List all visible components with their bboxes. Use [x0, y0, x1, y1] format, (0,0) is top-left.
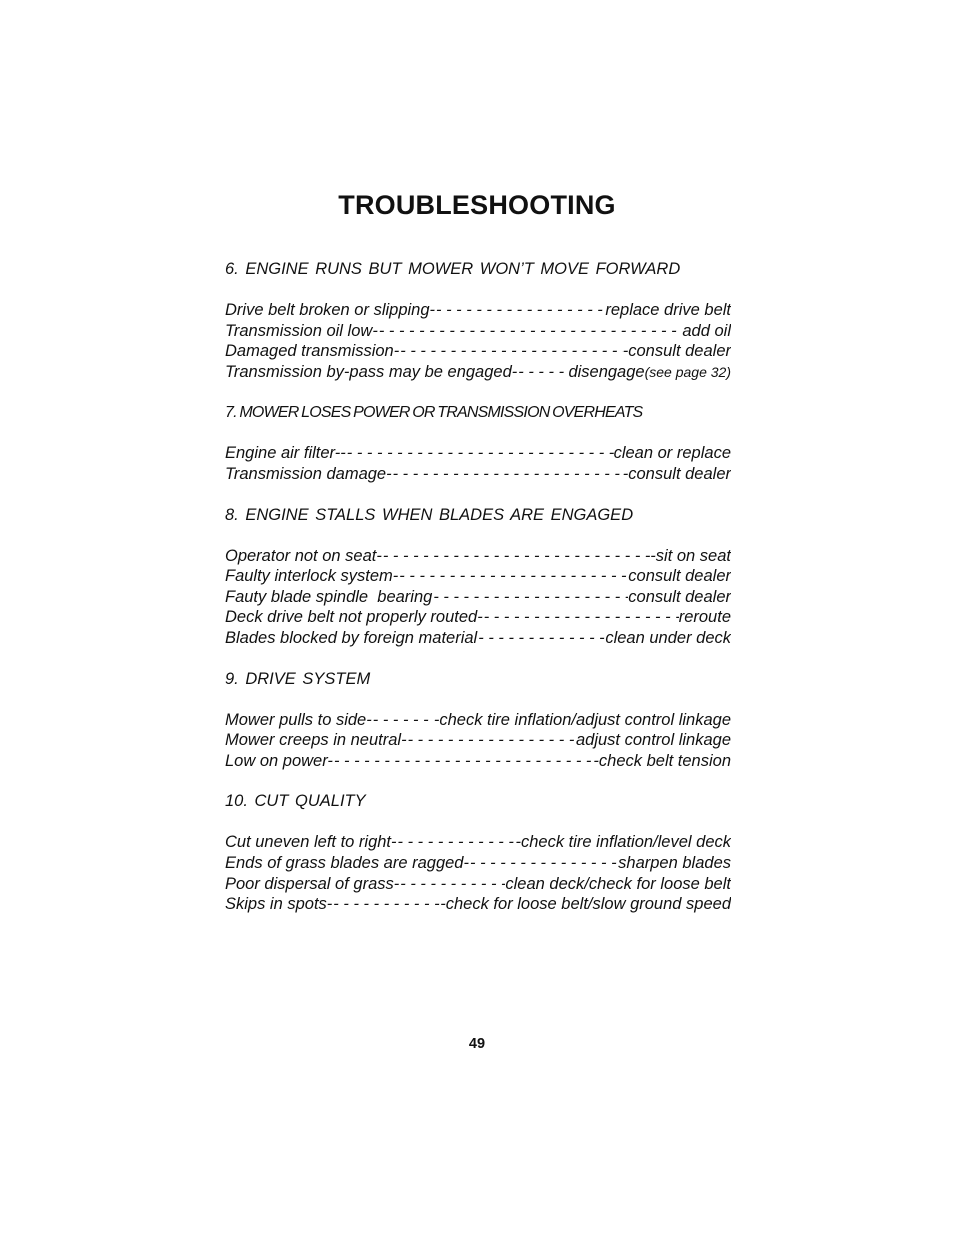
list-item: [225, 464, 731, 485]
remedy-text: clean under deck: [605, 628, 731, 647]
troubleshooting-content: [225, 259, 731, 935]
dot-leader: [517, 362, 568, 383]
remedy-text: -consult dealer: [622, 464, 731, 483]
problem-text: Fauty blade spindle bearing: [225, 587, 433, 606]
problem-text: Mower pulls to side-: [225, 710, 372, 729]
dot-leader: [397, 832, 516, 853]
problem-text: Transmission by-pass may be engaged-: [225, 362, 518, 381]
list-item: [225, 751, 731, 772]
section-heading: 8. ENGINE STALLS WHEN BLADES ARE ENGAGED: [225, 505, 634, 524]
list-item: [225, 566, 731, 587]
remedy-text: adjust control linkage: [575, 731, 731, 750]
list-item: [225, 853, 731, 874]
remedy-text: -check for loose belt/slow ground speed: [440, 895, 731, 914]
dot-leader: [432, 587, 628, 608]
page-number: 49: [468, 1036, 486, 1052]
section-heading: 6. ENGINE RUNS BUT MOWER WON’T MOVE FORWARD: [225, 260, 681, 278]
remedy-text: -check tire inflation/level deck: [515, 833, 731, 852]
problem-text: Blades blocked by foreign material: [225, 628, 478, 647]
section-10: [225, 791, 731, 914]
remedy-text: -check belt tension: [593, 751, 731, 770]
section-8: [225, 505, 731, 649]
remedy-text: -sit on seat: [650, 546, 731, 565]
remedy-text: consult dealer: [628, 587, 731, 606]
problem-text: Operator not on seat-: [225, 546, 382, 565]
dot-leader: [469, 853, 618, 874]
problem-text: Mower creeps in neutral-: [225, 731, 407, 750]
remedy-text: clean or replace: [613, 444, 731, 463]
remedy-text: consult dealer: [628, 567, 731, 586]
problem-text: Drive belt broken or slipping-: [225, 301, 436, 319]
dot-leader: [346, 443, 614, 464]
dot-leader: [477, 628, 605, 649]
list-item: [225, 730, 731, 751]
list-item: [225, 587, 731, 608]
section-7: [225, 402, 731, 484]
section-heading: 10. CUT QUALITY: [225, 792, 366, 811]
remedy-text: -check tire inflation/adjust control linkage: [433, 710, 731, 729]
section-9: [225, 669, 731, 772]
page-reference-note: (see page 32): [644, 363, 731, 380]
dot-leader: [399, 341, 623, 362]
dot-leader: [372, 710, 434, 731]
list-item: [225, 832, 731, 853]
dot-leader: [378, 321, 683, 342]
remedy-text: disengage: [568, 362, 645, 381]
dot-leader: [483, 607, 679, 628]
problem-text: Deck drive belt not properly routed-: [225, 608, 483, 627]
problem-text: Cut uneven left to right-: [225, 833, 397, 852]
remedy-text: reroute: [678, 608, 731, 627]
dot-leader: [407, 730, 576, 751]
section-6: [225, 259, 731, 382]
remedy-text: clean deck/check for loose belt: [505, 874, 731, 893]
problem-text: Damaged transmission-: [225, 342, 400, 361]
problem-text: Engine air filter--: [225, 444, 346, 463]
remedy-text: add oil: [682, 321, 731, 340]
list-item: [225, 300, 731, 321]
dot-leader: [399, 874, 505, 895]
dot-leader: [382, 546, 650, 567]
problem-text: Transmission oil low-: [225, 321, 378, 340]
dot-leader: [332, 894, 440, 915]
problem-text: Poor dispersal of grass-: [225, 874, 400, 893]
problem-text: Faulty interlock system-: [225, 567, 399, 586]
problem-text: Low on power-: [225, 751, 333, 770]
list-item: [225, 607, 731, 628]
problem-text: Transmission damage-: [225, 464, 392, 483]
list-item: [225, 874, 731, 895]
list-item: [225, 546, 731, 567]
dot-leader: [333, 751, 593, 772]
dot-leader: [398, 566, 628, 587]
dot-leader: [392, 464, 623, 485]
remedy-text: replace drive belt: [605, 301, 731, 319]
page-title: TROUBLESHOOTING: [338, 190, 616, 220]
dot-leader: [435, 300, 605, 321]
remedy-text: sharpen blades: [618, 853, 731, 872]
list-item: [225, 628, 731, 649]
section-heading: 9. DRIVE SYSTEM: [225, 669, 371, 688]
problem-text: Ends of grass blades are ragged-: [225, 853, 469, 872]
remedy-text: -consult dealer: [622, 342, 731, 361]
list-item: [225, 341, 731, 362]
list-item: [225, 894, 731, 915]
list-item: [225, 443, 731, 464]
section-heading: 7. MOWER LOSES POWER OR TRANSMISSION OVERHEATS: [225, 404, 643, 422]
problem-text: Skips in spots-: [225, 895, 333, 914]
list-item: [225, 710, 731, 731]
list-item: [225, 321, 731, 342]
list-item: [225, 362, 731, 383]
